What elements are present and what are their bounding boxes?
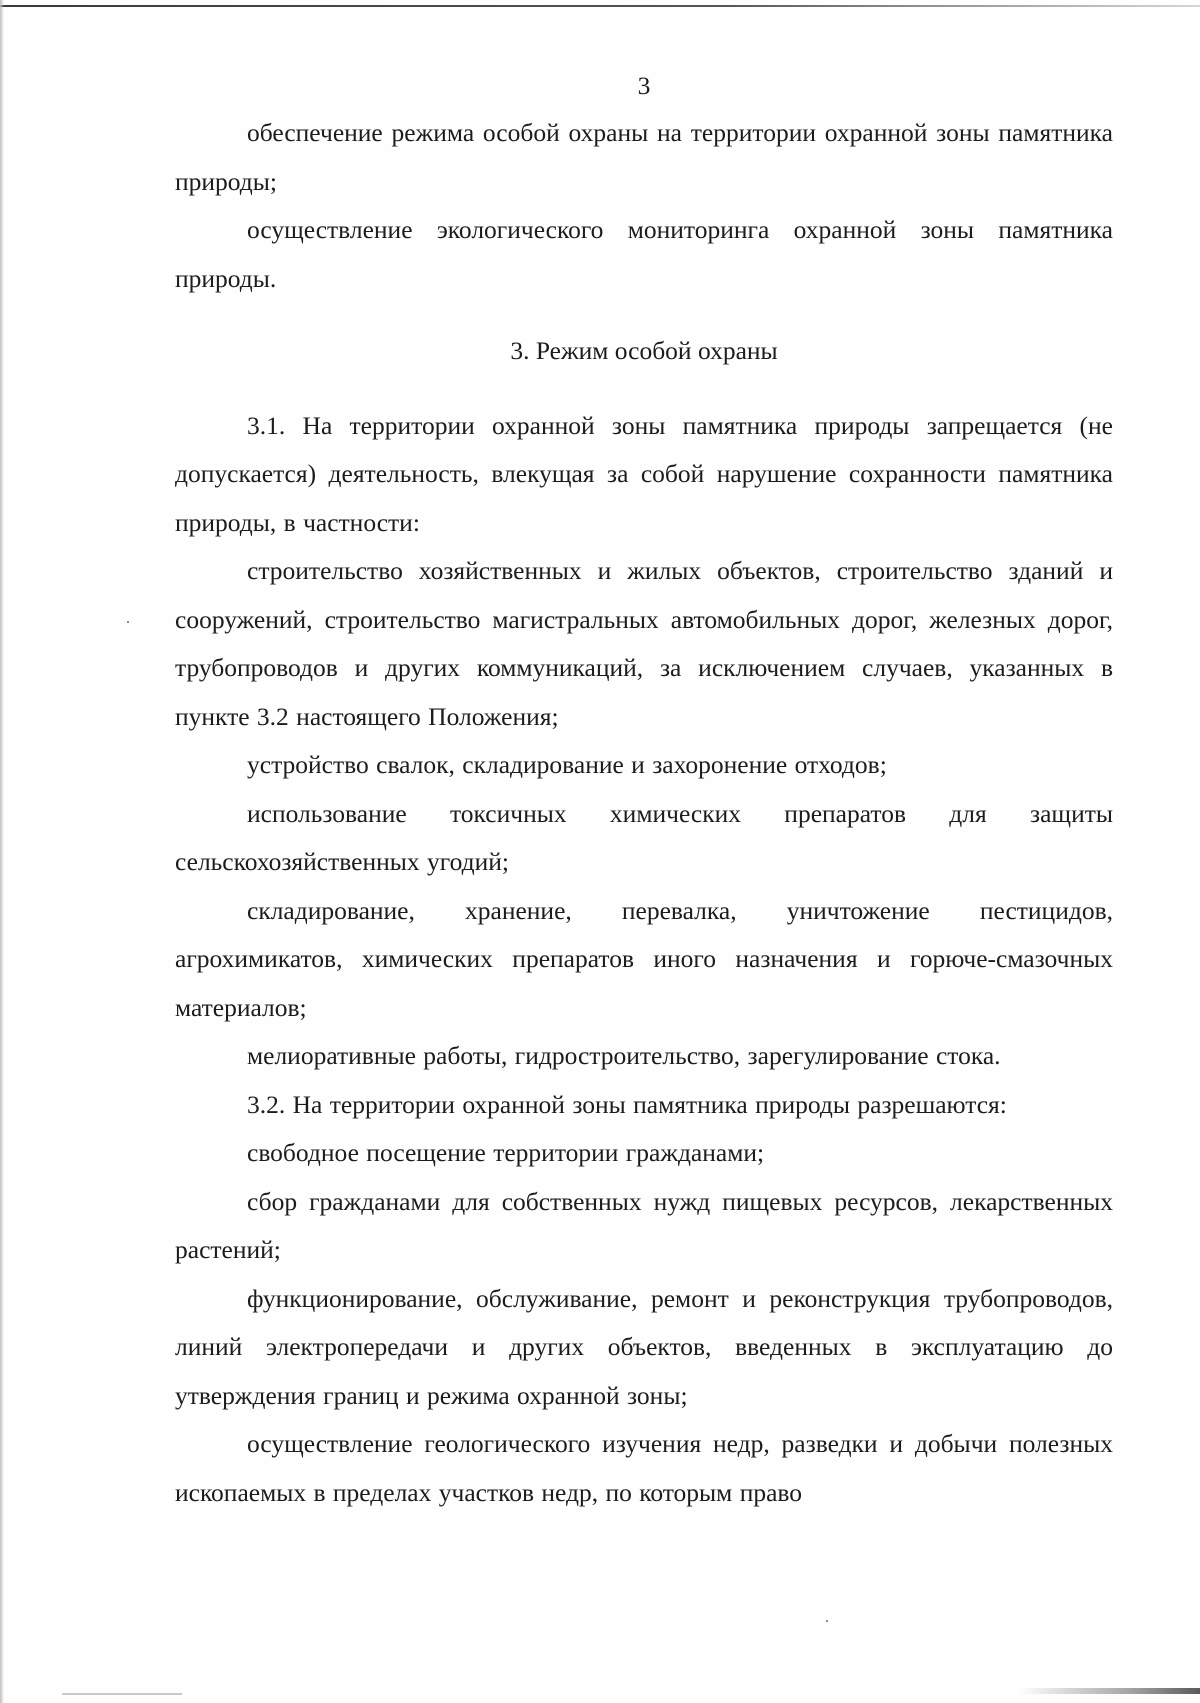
scan-edge-left (0, 0, 4, 1703)
scan-edge-top (0, 5, 1200, 7)
scan-mark-bottom-right (1020, 1688, 1200, 1694)
paragraph: складирование, хранение, перевалка, уничтожение пестицидов, агрохимикатов, химических препаратов иного назначения и горюче-смазочных материалов; (175, 895, 1113, 1022)
paragraph: 3.1. На территории охранной зоны памятника природы запрещается (не допускается) деятельность, влекущая за собой нарушение сохранности памятника природы, в частности: (175, 410, 1113, 537)
paragraph: устройство свалок, складирование и захоронение отходов; (247, 750, 887, 779)
paragraph: 3.2. На территории охранной зоны памятника природы разрешаются: (247, 1089, 1007, 1119)
scan-speck (826, 1620, 828, 1622)
scan-mark-bottom-left (62, 1693, 182, 1695)
paragraph: сбор гражданами для собственных нужд пищевых ресурсов, лекарственных растений; (175, 1186, 1113, 1264)
paragraph: строительство хозяйственных и жилых объектов, строительство зданий и сооружений, строительство магистральных автомобильных дорог, железных дорог, трубопроводов и других коммуникаций, за исключением случаев, указанных в пункте 3.2 настоящего Положения; (175, 556, 1113, 731)
paragraph: осуществление геологического изучения недр, разведки и добычи полезных ископаемых в пределах участков недр, по которым право (175, 1429, 1113, 1507)
page-number: 3 (637, 71, 651, 100)
section-heading: 3. Режим особой охраны (510, 336, 778, 365)
paragraph: функционирование, обслуживание, ремонт и реконструкция трубопроводов, линий электропередачи и других объектов, введенных в эксплуатацию до утверждения границ и режима охранной зоны; (175, 1283, 1113, 1410)
document-text (175, 62, 1113, 1517)
paragraph: обеспечение режима особой охраны на территории охранной зоны памятника природы; (175, 118, 1113, 196)
paragraph: мелиоративные работы, гидростроительство, зарегулирование стока. (247, 1041, 1001, 1070)
paragraph: осуществление экологического мониторинга охранной зоны памятника природы. (175, 215, 1113, 293)
paragraph: свободное посещение территории гражданами; (247, 1138, 765, 1167)
scan-speck (127, 621, 129, 623)
paragraph: использование токсичных химических препаратов для защиты сельскохозяйственных угодий; (175, 798, 1113, 876)
